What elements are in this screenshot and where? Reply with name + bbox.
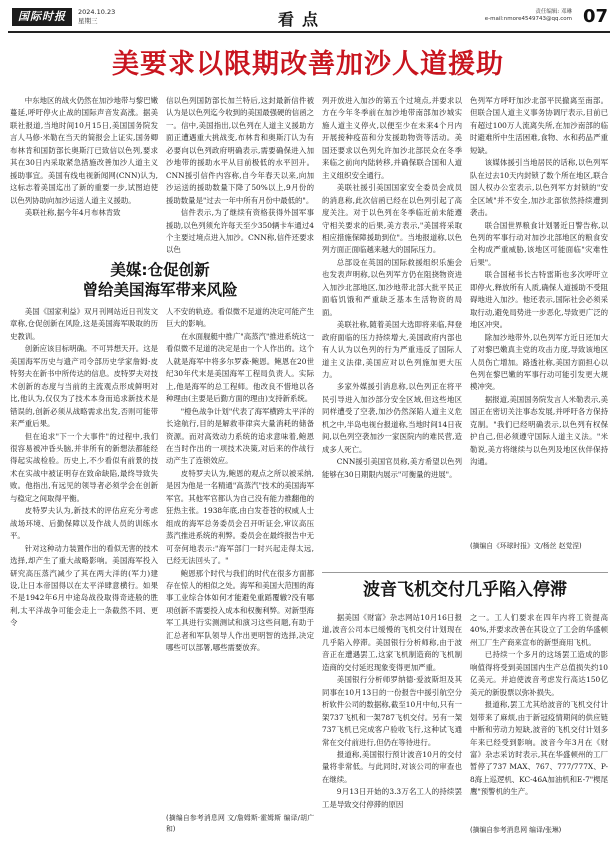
editor-info: 责任编辑: 邓琳 e-mail:nmore4549743@qq.com (484, 9, 572, 22)
page-number: 07 (582, 6, 608, 27)
article1-paragraph: 信以色列国防部长加兰特后,这封最新信件被认为是以色列迄今收到的美国最强硬的信函之一。信中,美国指出,以色列在人道主义援助方面正遭遇重大挑战变,布林肯和奥斯汀认为有必要向以色列政府明确表示,需要确保进入加沙地带的援助水平从目前极低的水平回升。CNN援引信件内容称,自今年春天以来,向加沙运送的援助数量下降了50%以上,9月份的援助数量是"过去一年中所有月份中最低的"。 (166, 96, 314, 205)
article1-paragraph: 色列军方呼吁加沙北部平民撤离至南部。但联合国人道主义事务协调厅表示,目前已有超过100万人流离失所,在加沙南部的临时避难所中生活困难,食物、水和药品严重短缺。 (470, 96, 608, 155)
article2-column-1 (10, 306, 158, 838)
article1-headline: 美要求以限期改善加沙人道援助 (112, 49, 504, 80)
article2-paragraph: 创新应该目标明确。不可异想天开。这是美国海军历史与遗产司令部历史学家詹姆·皮特努夫在新书中所传达的信息。皮特罗夫对技术创新的态度与当前的主流观点形成鲜明对比,他认为,仅仅为了技术本身而追求新技术是错误的,创新必须从战略需求出发,否则可能带来严重后果。 (10, 344, 158, 429)
article3-paragraph: 报道称,罢工尤其给波音的飞机交付计划带来了麻烦,由于新冠疫情期间的供应链中断和劳动力短缺,波音的飞机交付计划多年来已经受到影响。波音今年3月在《财富》杂志采访时表示,其在华盛顿州的工厂暂停了737 MAX、767、777/777X、P-8海上巡逻机、KC-46A加油机和E-7"楔尾鹰"预警机的生产。 (470, 700, 608, 797)
article2-paragraph: 在水面舰艇中推广"高蒸汽"推进系统这一看似微不足道的决定是由一个人作出的。这个人就是海军中将多尔罗森·鲍恩。鲍恩在20世纪30年代末是美国海军工程局负责人。实际上,他是海军的总工程师。他改良不惜地以各种理由(主要是后勤方面的理由)支持新系统。 (166, 331, 314, 404)
article1-paragraph: 列开放进入加沙的第五个过境点,并要求以方在今年冬季前在加沙地带南部加沙城实施人道主义停火,以便至少在未来4个月内开展接种疫苗和分发援助物资等活动。美国还要求以色列允许加沙北部民众在冬季来临之前向内陆转移,并确保联合国和人道主义组织安全通行。 (322, 96, 462, 180)
article1-column-1 (10, 95, 158, 223)
article2-paragraph: 针对这种动力装置作出的看似无害的技术选择,却产生了重大战略影响。美国海军投入研究高压蒸汽减少了其在两大洋的(军力)建设,让日本帝国得以在太平洋肆意横行。如果不是1942年6月中途岛战役取得奇迹般的胜利,太平洋战争可能会走上一条截然不同、更令 (10, 543, 158, 628)
article1-paragraph: 信件表示,为了继续有资格获得外国军事援助,以色列须允许每天至少350辆卡车通过4个主要过境点进入加沙。CNN称,信件还要求以色 (166, 208, 314, 255)
article3-credit: (摘编自参考消息网 编译/张琳) (470, 826, 562, 834)
newspaper-logo: 国际时报 (12, 8, 72, 26)
article1-paragraph: 美联社援引美国国家安全委员会成员的消息称,此次信函已经在以色列引起了高度关注。对于以色列在冬季临近前未能遵守相关要求的后果,美方表示,"美国将采取相应措施保障援助到位"。当地报道称,以色列方面正面临越来越大的国际压力。 (322, 183, 462, 255)
article3-divider (322, 572, 608, 573)
article1-paragraph: 该媒体援引当地居民的话称,以色列军队在过去10天内封锁了数个所在地区,联合国人权办公室表示,以色列军方封锁的"安全区域"并不安全,加沙北部依然持续遭到袭击。 (470, 158, 608, 218)
editor-email: e-mail:nmore4549743@qq.com (484, 16, 572, 22)
article2-paragraph: 但在追求"下一个大事件"的过程中,我们很容易被冲昏头脑,并非所有的新想法都能经得起实战检验。历史上,不少看似有前景的技术在实战中被证明存在致命缺陷,最终导致失败。他指出,有远见的领导者必须学会在创新与稳定之间取得平衡。 (10, 431, 158, 503)
article3-paragraph: 美国银行分析师罗纳德·爱波斯坦及其同事在10月13日的一份报告中援引航空分析软件公司的数据称,截至10月中旬,只有一架737飞机和一架787飞机交付。另有一架737飞机已完成客户验收飞行,这种试飞通常在交付前进行,但仍在等待进行。 (322, 675, 462, 747)
article1-column-4 (470, 95, 608, 540)
article2-paragraph: 人不安的轨迹。看似微不足道的决定可能产生巨大的影响。 (166, 307, 314, 329)
article2-headline-line2: 曾给美国海军带来风险 (82, 281, 238, 299)
article3-paragraph: 已持续一个多月的这场罢工造成的影响值得将受到美国国内生产总值损失约10亿美元。并迫使波音考虑发行高达150亿美元的新股票以弥补损失。 (470, 650, 608, 697)
article2-credit: (摘编自参考消息网 文/詹姆斯·霍姆斯 编译/胡广和) (166, 814, 314, 833)
article1-paragraph: 总部设在英国的国际救援组织乐施会也发表声明称,以色列军方仍在阻挠物资进入加沙北部地区,加沙地带北部大批平民正面临饥饿和严重缺乏基本生活物资的局面。 (322, 257, 462, 317)
article1-paragraph: 美联社称,随着美国大选即将来临,拜登政府面临的压力持续增大,美国政府内部也有人认为以色列的行为严重违反了国际人道主义法律,美国应对以色列施加更大压力。 (322, 320, 462, 379)
article2-column-2 (166, 306, 314, 812)
article1-paragraph: 多家外媒援引消息称,以色列正在将平民引导进入加沙部分安全区域,但这些地区同样遭受了空袭,加沙仍然深陷人道主义危机之中,半岛电视台报道称,当地时间14日夜间,以色列空袭加沙一家医院内的难民营,造成多人死亡。 (322, 382, 462, 454)
article1-paragraph: 中东地区的战火仍然在加沙地带与黎巴嫩蔓延,呼吁停火止战的国际声音发高涨。据美联社报道,当地时间10月15日,美国国务院发言人马修·米勒在当天的简报会上证实,国务卿布林肯和国防部长奥斯汀已致信以色列,要求其在30日内采取紧急措施改善加沙人道主义援助事宜。美国有线电视新闻网(CNN)认为,这标志着美国迄出了新的重要一步,试图迫使以色列协助向加沙运送人道主义援助。 (10, 96, 158, 205)
article3-paragraph: 9月13日开始的3.3万名工人的持续罢工是导致交付停滞的原因 (322, 787, 462, 809)
article3-headline: 波音飞机交付几乎陷入停滞 (363, 580, 567, 600)
article2-headline: 美媒:仓促创新 曾给美国海军带来风险 (10, 260, 310, 300)
issue-weekday: 星期三 (78, 17, 98, 25)
article2-paragraph: "橙色战争计划"代表了海军横跨太平洋的长途航行,目的是解救菲律宾大量消耗的储备资源。而对高效动力系统的追求意味着,鲍恩在当时作出的一项技术决策,对后来的作战行动产生了连锁效应。 (166, 406, 314, 466)
article3-column-1 (322, 612, 462, 838)
article1-credit: (摘编自《环球时报》文/杨丝 赵觉涅) (470, 542, 582, 550)
article3-column-2 (470, 612, 608, 824)
article1-paragraph: 联合国世界粮食计划署近日警告称,以色列的军事行动对加沙北部地区的粮食安全构成严重威胁,该地区可能面临"灾难性后果"。 (470, 220, 608, 267)
article3-paragraph: 之一。工人们要求在四年内将工资提高40%,并要求改善在其设立了工会的华盛顿州工厂生产商来宣布的新型商用飞机。 (470, 613, 608, 647)
page-header (8, 6, 610, 30)
article1-column-2 (166, 95, 314, 255)
article1-paragraph: CNN援引美国官员称,美方希望以色列能够在30日期限内展示"可衡量的进展"。 (322, 457, 462, 479)
article3-paragraph: 报道称,美国银行预计波音10月的交付量将非常低。与此同时,对该公司的审查也在继续。 (322, 749, 462, 784)
issue-date: 2024.10.23 星期三 (78, 8, 116, 25)
article1-paragraph: 除加沙地带外,以色列军方近日还加大了对黎巴嫩真主党的攻击力度,导致该地区人员伤亡增加。路透社称,美国方面担心以色列在黎巴嫩的军事行动可能引发更大规模冲突。 (470, 332, 608, 392)
article2-paragraph: 皮特罗夫认为,鲍恩的观点之所以被采纳,是因为他是一名精通"高蒸汽"技术的美国海军军官。其他军官都认为自己没有能力推翻他的狂热主张。1938年底,由白发苍苍的权威人士组成的海军总务委员会召开听证会,审议高压蒸汽推进系统的利弊。委员会在最终报告中无可奈何地表示:"海军部门一时兴起走得太远,已经无法回头了。" (166, 468, 314, 566)
article1-paragraph: 据报道,美国国务院发言人米勒表示,美国正在密切关注事态发展,并呼吁各方保持克制。"我们已经明确表示,以色列有权保护自己,但必须遵守国际人道主义法。"米勒说,美方将继续与以色列及地区伙伴保持沟通。 (470, 394, 608, 467)
article2-paragraph: 皮特罗夫认为,新技术的评估应充分考虑战场环境、后勤保障以及作战人员的训练水平。 (10, 506, 158, 541)
header-rule (8, 31, 610, 33)
article1-paragraph: 美联社称,据今年4月布林肯致 (24, 208, 121, 218)
article2-paragraph: 美国《国家利益》双月刊网站近日刊发文章称,仓促创新在风险,这是美国海军吸取的历史教训。 (10, 307, 158, 341)
section-title: 看点 (278, 10, 327, 29)
article3-paragraph: 据美国《财富》杂志网站10月16日报道,波音公司本已缓慢的飞机交付计划现在几乎陷入停滞。美国银行分析师称,由于波音正在遭遇罢工,这家飞机制造商的飞机制造商的交付延迟现象变得更加严重。 (322, 613, 462, 672)
article2-paragraph: 鲍恩那个时代与我们的时代在很多方面都存在惊人的相似之处。海军和美国大范围的海事工业综合体如何才能避免重蹈覆辙?没有哪项创新不需要投入成本和权衡利弊。对新型海军工具进行实测测试和演习这些问题,有助于汇总者和军队领导人作出更明智的选择,决定哪些可以部署,哪些需要放弃。 (166, 568, 314, 653)
article1-paragraph: 联合国秘书长古特雷斯也多次呼吁立即停火,释放所有人质,确保人道援助不受阻碍地进入加沙。他还表示,国际社会必须采取行动,避免局势进一步恶化,导致更广泛的地区冲突。 (470, 270, 608, 330)
article1-column-3 (322, 95, 462, 553)
